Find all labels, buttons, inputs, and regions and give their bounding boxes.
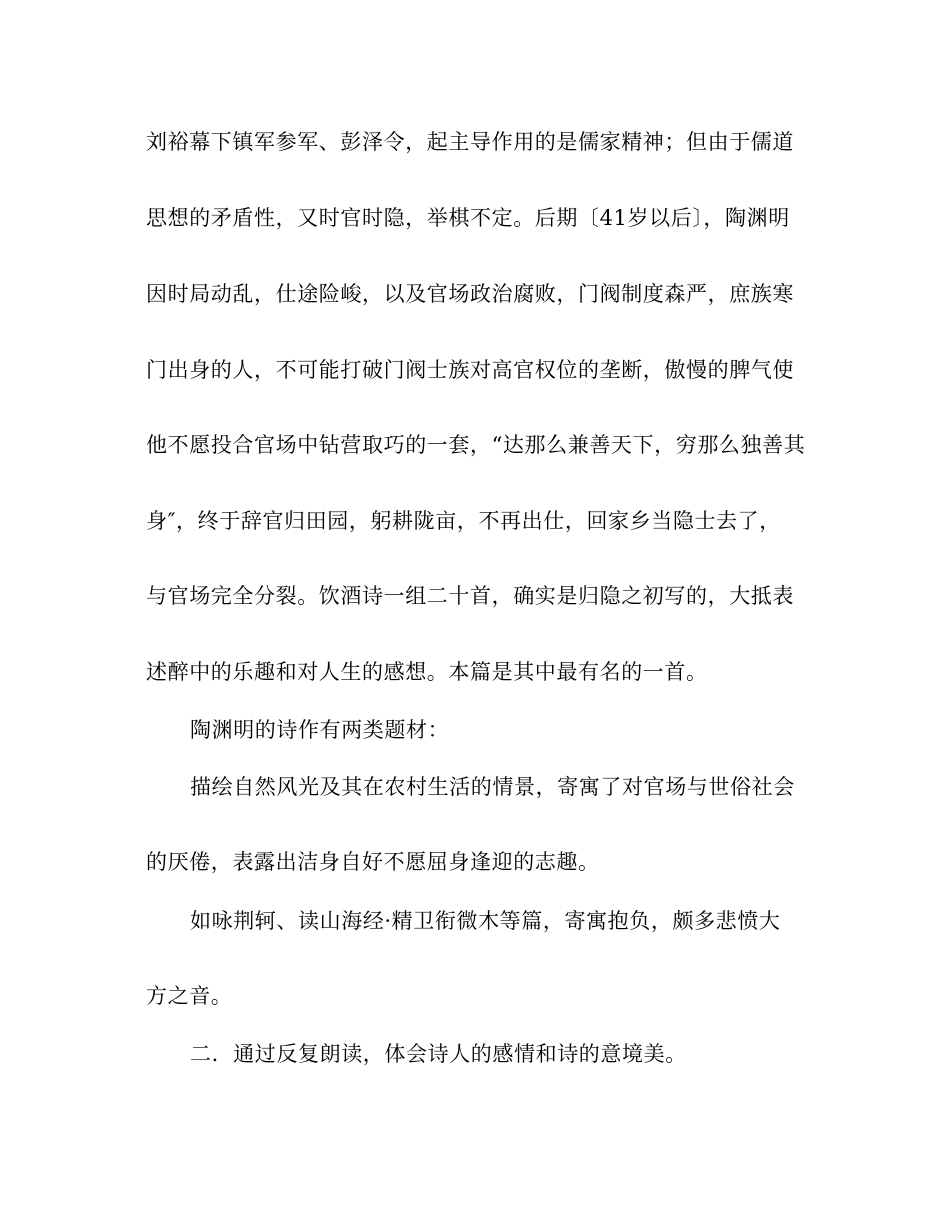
text-line: 刘裕幕下镇军参军、彭泽令，起主导作用的是儒家精神；但由于儒道 [146, 130, 794, 154]
text-line: 方之音。 [146, 984, 233, 1008]
text-line: 思想的矛盾性，又时官时隐，举棋不定。后期〔41岁以后〕，陶渊明 [146, 206, 790, 230]
text-line: 陶渊明的诗作有两类题材： [190, 718, 450, 742]
text-line: 如咏荆轲、读山海经·精卫衔微木等篇，寄寓抱负，颇多悲愤大 [190, 909, 781, 933]
text-line: 他不愿投合官场中钻营取巧的一套，“达那么兼善天下，穷那么独善其 [146, 433, 806, 457]
text-line: 与官场完全分裂。饮酒诗一组二十首，确实是归隐之初写的，大抵表 [146, 584, 794, 608]
text-line: 身″，终于辞官归田园，躬耕陇亩，不再出仕，回家乡当隐士去了， [146, 509, 781, 533]
text-line: 述醉中的乐趣和对人生的感想。本篇是其中最有名的一首。 [146, 660, 708, 684]
text-line: 的厌倦，表露出洁身自好不愿屈身逢迎的志趣。 [146, 850, 600, 874]
text-line: 门出身的人，不可能打破门阀士族对高官权位的垄断，傲慢的脾气使 [146, 358, 794, 382]
text-line: 因时局动乱，仕途险峻，以及官场政治腐败，门阀制度森严，庶族寒 [146, 282, 794, 306]
text-line: 描绘自然风光及其在农村生活的情景，寄寓了对官场与世俗社会 [190, 775, 795, 799]
text-line: 二．通过反复朗读，体会诗人的感情和诗的意境美。 [190, 1042, 687, 1066]
